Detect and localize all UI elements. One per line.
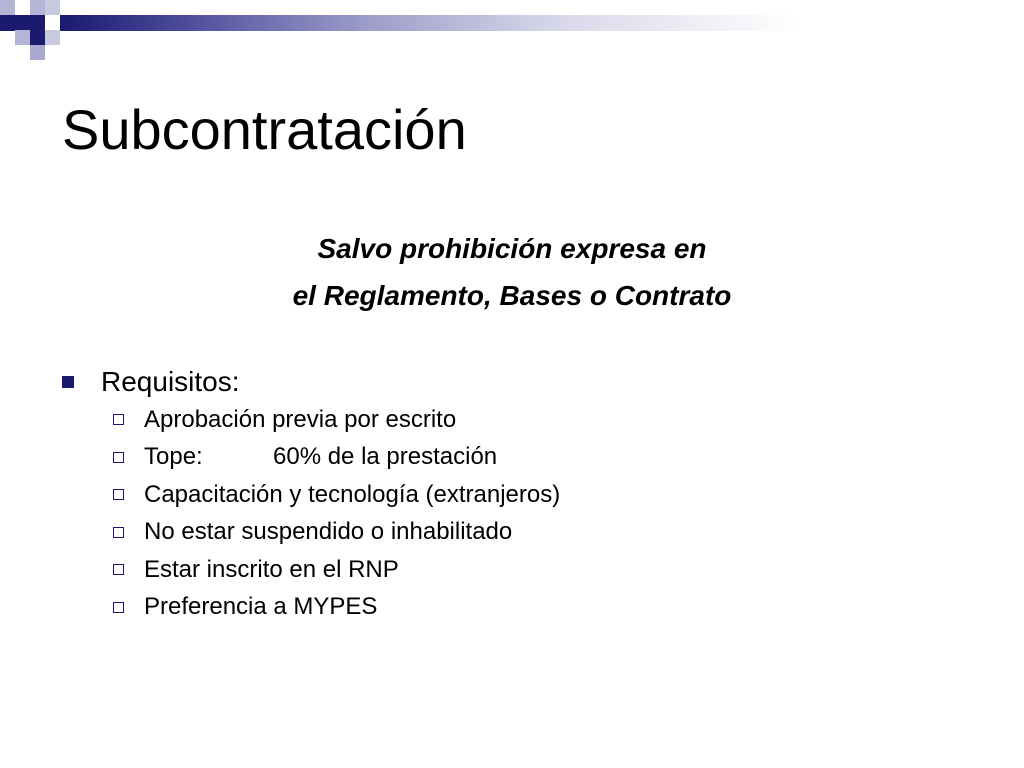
list-item-text: Estar inscrito en el RNP xyxy=(144,555,399,583)
list-item xyxy=(113,589,560,627)
list-item-text: Capacitación y tecnología (extranjeros) xyxy=(144,480,561,508)
hollow-square-bullet-icon xyxy=(113,489,124,500)
header-gradient-band xyxy=(0,15,1024,31)
header-square-light xyxy=(0,0,15,15)
slide-subtitle xyxy=(0,225,1024,319)
list-item-label: Tope: xyxy=(144,443,203,471)
requirements-list xyxy=(113,401,560,626)
subtitle-line-2: el Reglamento, Bases o Contrato xyxy=(292,280,732,311)
list-item-text: Aprobación previa por escrito xyxy=(144,405,457,433)
list-heading-row xyxy=(62,362,240,402)
header-square-light xyxy=(15,30,30,45)
list-item-value: 60% de la prestación xyxy=(273,443,498,471)
hollow-square-bullet-icon xyxy=(113,452,124,463)
header-square-dark xyxy=(45,15,60,30)
header-square-mid xyxy=(30,30,45,45)
header-square-mid xyxy=(45,0,60,15)
subtitle-line-1: Salvo prohibición expresa en xyxy=(317,233,707,264)
list-item xyxy=(113,476,560,514)
header-square-mid xyxy=(45,30,60,45)
header-square-dark xyxy=(15,15,30,30)
list-item xyxy=(113,514,560,552)
list-item xyxy=(113,551,560,589)
hollow-square-bullet-icon xyxy=(113,414,124,425)
hollow-square-bullet-icon xyxy=(113,602,124,613)
filled-square-bullet-icon xyxy=(62,376,74,388)
header-square-light xyxy=(30,45,45,60)
list-heading: Requisitos: xyxy=(101,366,240,397)
list-item xyxy=(113,401,560,439)
slide-title: Subcontratación xyxy=(62,98,467,161)
hollow-square-bullet-icon xyxy=(113,564,124,575)
list-item-text: Preferencia a MYPES xyxy=(144,593,378,621)
header-square-light xyxy=(30,0,45,15)
list-item-text: No estar suspendido o inhabilitado xyxy=(144,518,513,546)
list-item xyxy=(113,439,560,477)
hollow-square-bullet-icon xyxy=(113,527,124,538)
